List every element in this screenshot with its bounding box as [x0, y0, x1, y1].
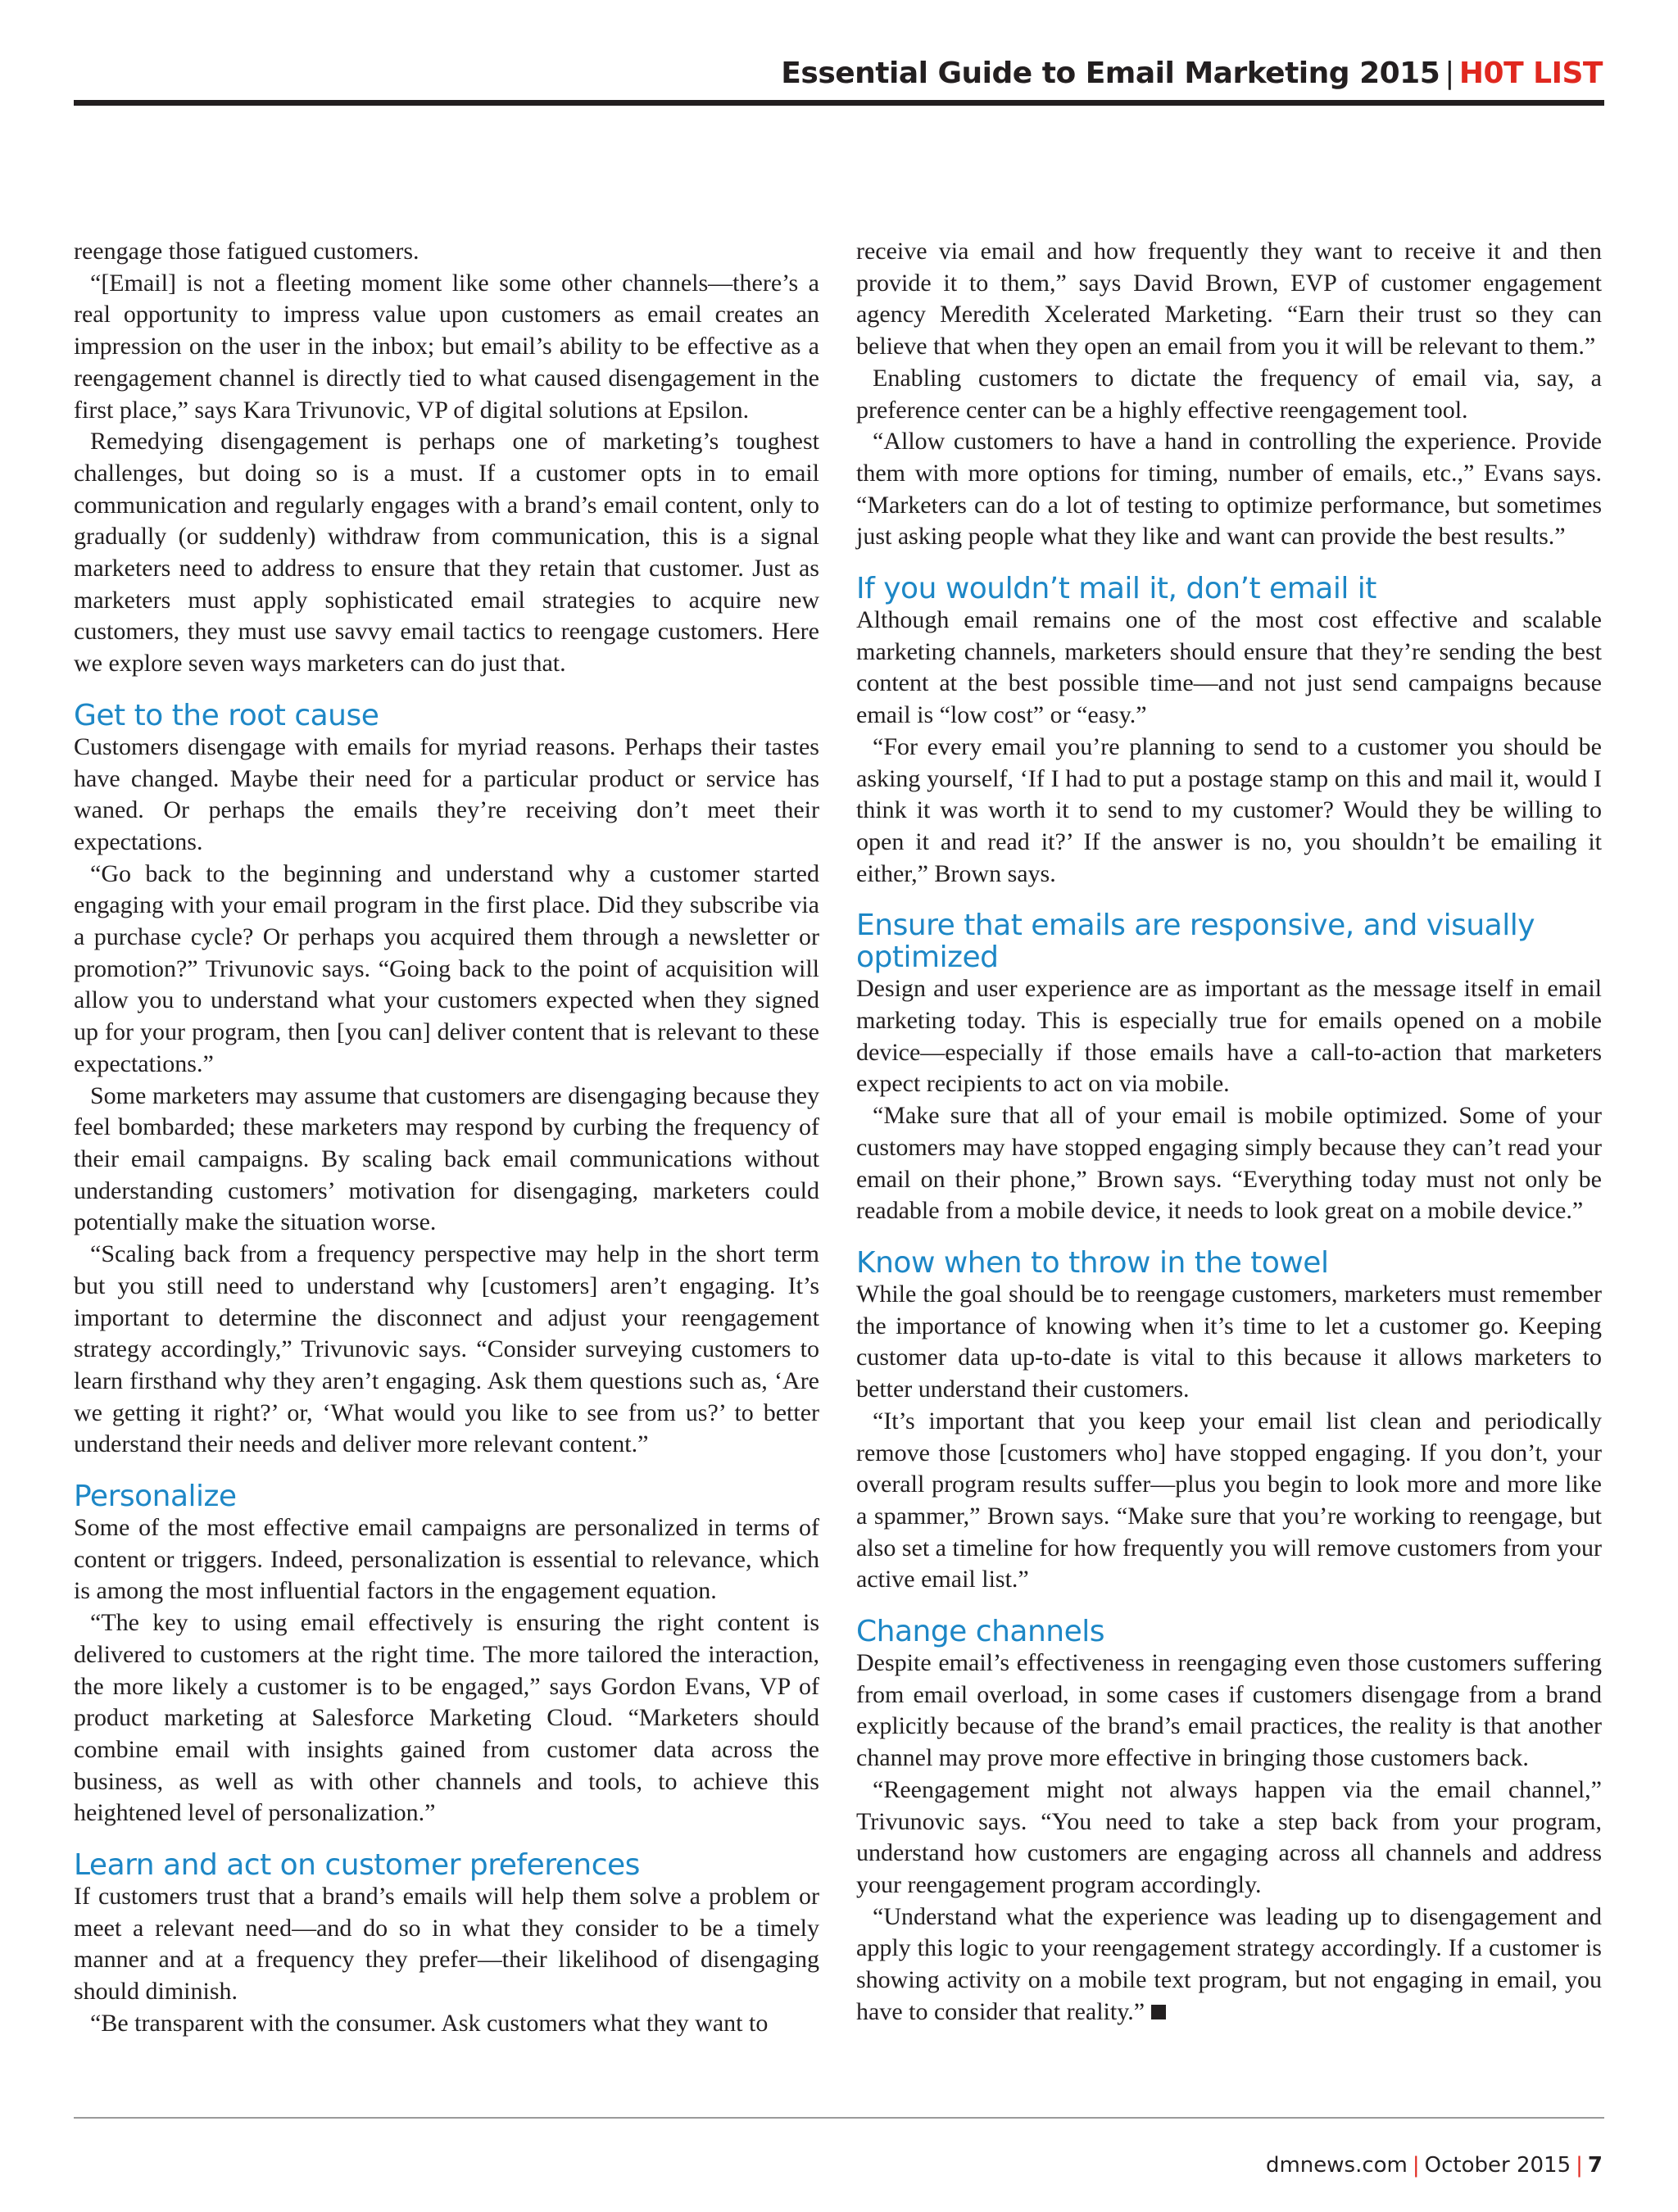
running-header — [781, 59, 1603, 88]
section-label: H0T LIST — [1458, 57, 1603, 90]
paragraph: “Be transparent with the consumer. Ask customers what they want to — [90, 2009, 769, 2037]
paragraph: Design and user experience are as important as the message itself in email marketing today. This is especially true for emails opened on a mobile device—especially if those emails have a call-to-action that marketers expect recipients to act on via mobile. — [856, 975, 1602, 1098]
paragraph: Although email remains one of the most cost effective and scalable marketing channels, marketers should ensure that they’re sending the best content at the best possible time—and not just send campaigns because email is “low cost” or “easy.” — [856, 606, 1602, 729]
paragraph: “For every email you’re planning to send to a customer you should be asking yourself, ‘If I had to put a postage stamp on this and mail it, would I think it was worth it to send to my customer? Would they be willing to open it and read it?’ If the answer is no, you shouldn’t be emailing it either,” Brown says. — [856, 732, 1602, 887]
paragraph: Enabling customers to dictate the frequency of email via, say, a preference center can be a highly effective reengagement tool. — [856, 364, 1602, 424]
paragraph: “[Email] is not a fleeting moment like some other channels—there’s a real opportunity to impress value upon customers as email creates an impression on the user in the inbox; but email’s ability to be effective as a reengagement channel is directly tied to what caused disengagement in the first place,” says Kara Trivunovic, VP of digital solutions at Epsilon. — [74, 269, 819, 424]
paragraph: “Allow customers to have a hand in controlling the experience. Provide them with more options for timing, number of emails, etc.,” Evans says. “Marketers can do a lot of testing to optimize performance, but sometimes just asking people what they like and want can provide the best results.” — [856, 428, 1602, 551]
footer-date: October 2015 — [1424, 2153, 1571, 2178]
header-separator: | — [1444, 57, 1454, 90]
section-heading: Ensure that emails are responsive, and visually optimized — [856, 909, 1535, 975]
page-number: 7 — [1587, 2153, 1603, 2178]
final-paragraph-text: “Understand what the experience was leading up to disengagement and apply this logic to your reengagement strategy accordingly. If a customer is showing activity on a mobile text program, but not engaging in email, you have to consider that reality.” — [856, 1902, 1602, 2025]
section-heading: Personalize — [74, 1480, 237, 1514]
paragraph: receive via email and how frequently they want to receive it and then provide it to them,” says David Brown, EVP of customer engagement agency Meredith Xcelerated Marketing. “Earn their trust so they can believe that when they open an email from you it will be relevant to them.” — [856, 238, 1602, 360]
paragraph: Customers disengage with emails for myriad reasons. Perhaps their tastes have changed. Maybe their need for a particular product or service has waned. Or perhaps the emails they’re receiving don’t meet their expectations. — [74, 732, 819, 855]
paragraph: “Reengagement might not always happen via the email channel,” Trivunovic says. “You need to take a step back from your program, understand how customers are engaging across all channels and address your reengagement program accordingly. — [856, 1775, 1602, 1898]
end-mark-icon — [1151, 2005, 1166, 2019]
paragraph: “Go back to the beginning and understand why a customer started engaging with your email program in the first place. Did they subscribe via a purchase cycle? Or perhaps you acquired them through a newsletter or promotion?” Trivunovic says. “Going back to the point of acquisition will allow you to understand what your customers expected when they signed up for your program, then [you can] deliver content that is relevant to these expectations.” — [74, 859, 819, 1077]
guide-title: Essential Guide to Email Marketing 2015 — [781, 57, 1440, 90]
header-rule — [74, 100, 1604, 106]
paragraph: “It’s important that you keep your email list clean and periodically remove those [customers who] have stopped engaging. If you don’t, your overall program results suffer—plus you begin to look more and more like a spammer,” Brown says. “Make sure that you’re working to reengage, but also set a timeline for how frequently you will remove customers from your active email list.” — [856, 1407, 1602, 1593]
section-heading: Get to the root cause — [74, 698, 379, 732]
paragraph: reengage those fatigued customers. — [74, 238, 420, 265]
paragraph — [856, 1902, 1602, 2028]
page-footer: dmnews.com | October 2015 | 7 — [1265, 2153, 1603, 2178]
paragraph: Some of the most effective email campaigns are personalized in terms of content or triggers. Indeed, personalization is essential to relevance, which is among the most influential factors in the engagement equation. — [74, 1514, 819, 1605]
right-column — [856, 236, 1602, 2028]
footer-site: dmnews.com — [1265, 2153, 1408, 2178]
paragraph: “Scaling back from a frequency perspective may help in the short term but you still need to understand why [customers] aren’t engaging. It’s important to determine the disconnect and adjust your reengagement strategy accordingly,” Trivunovic says. “Consider surveying customers to learn firsthand why they aren’t engaging. Ask them questions such as, ‘Are we getting it right?’ or, ‘What would you like to see from us?’ to better understand their needs and deliver more relevant content.” — [74, 1240, 819, 1458]
paragraph: Some marketers may assume that customers are disengaging because they feel bombarded; these marketers may respond by curbing the frequency of their email campaigns. By scaling back email communications without understanding customers’ motivation for disengaging, marketers could potentially make the situation worse. — [74, 1081, 819, 1236]
section-heading: Know when to throw in the towel — [856, 1245, 1329, 1280]
paragraph: Despite email’s effectiveness in reengaging even those customers suffering from email overload, in some cases if customers disengage from a brand explicitly because of the brand’s email practices, the reality is that another channel may prove more effective in bringing those customers back. — [856, 1649, 1602, 1772]
left-column — [74, 236, 819, 2040]
paragraph: Remedying disengagement is perhaps one of marketing’s toughest challenges, but doing so is a must. If a customer opts in to email communication and regularly engages with a brand’s email content, only to gradually (or suddenly) withdraw from communication, this is a signal marketers need to address to ensure that they retain that customer. Just as marketers must apply sophisticated email strategies to acquire new customers, they must use savvy email tactics to reengage customers. Here we explore seven ways marketers can do just that. — [74, 428, 819, 678]
paragraph: “Make sure that all of your email is mobile optimized. Some of your customers may have stopped engaging simply because they can’t read your email on their phone,” Brown says. “Everything today must not only be readable from a mobile device, it needs to look great on a mobile device.” — [856, 1102, 1602, 1225]
footer-rule — [74, 2117, 1604, 2119]
paragraph: If customers trust that a brand’s emails will help them solve a problem or meet a relevant need—and do so in what they consider to be a timely manner and at a frequency they prefer—their likelihood of disengaging should diminish. — [74, 1883, 819, 2006]
section-heading: If you wouldn’t mail it, don’t email it — [856, 572, 1376, 606]
paragraph: “The key to using email effectively is ensuring the right content is delivered to customers at the right time. The more tailored the interaction, the more likely a customer is to be engaged,” says Gordon Evans, VP of product marketing at Salesforce Marketing Cloud. “Marketers should combine email with insights gained from customer data across the business, as well as with other channels and tools, to achieve this heightened level of personalization.” — [74, 1609, 819, 1827]
section-heading: Change channels — [856, 1615, 1104, 1649]
section-heading: Learn and act on customer preferences — [74, 1848, 640, 1883]
paragraph: While the goal should be to reengage customers, marketers must remember the importance of knowing when it’s time to let a customer go. Keeping customer data up-to-date is vital to this because it allows marketers to better understand their customers. — [856, 1280, 1602, 1403]
